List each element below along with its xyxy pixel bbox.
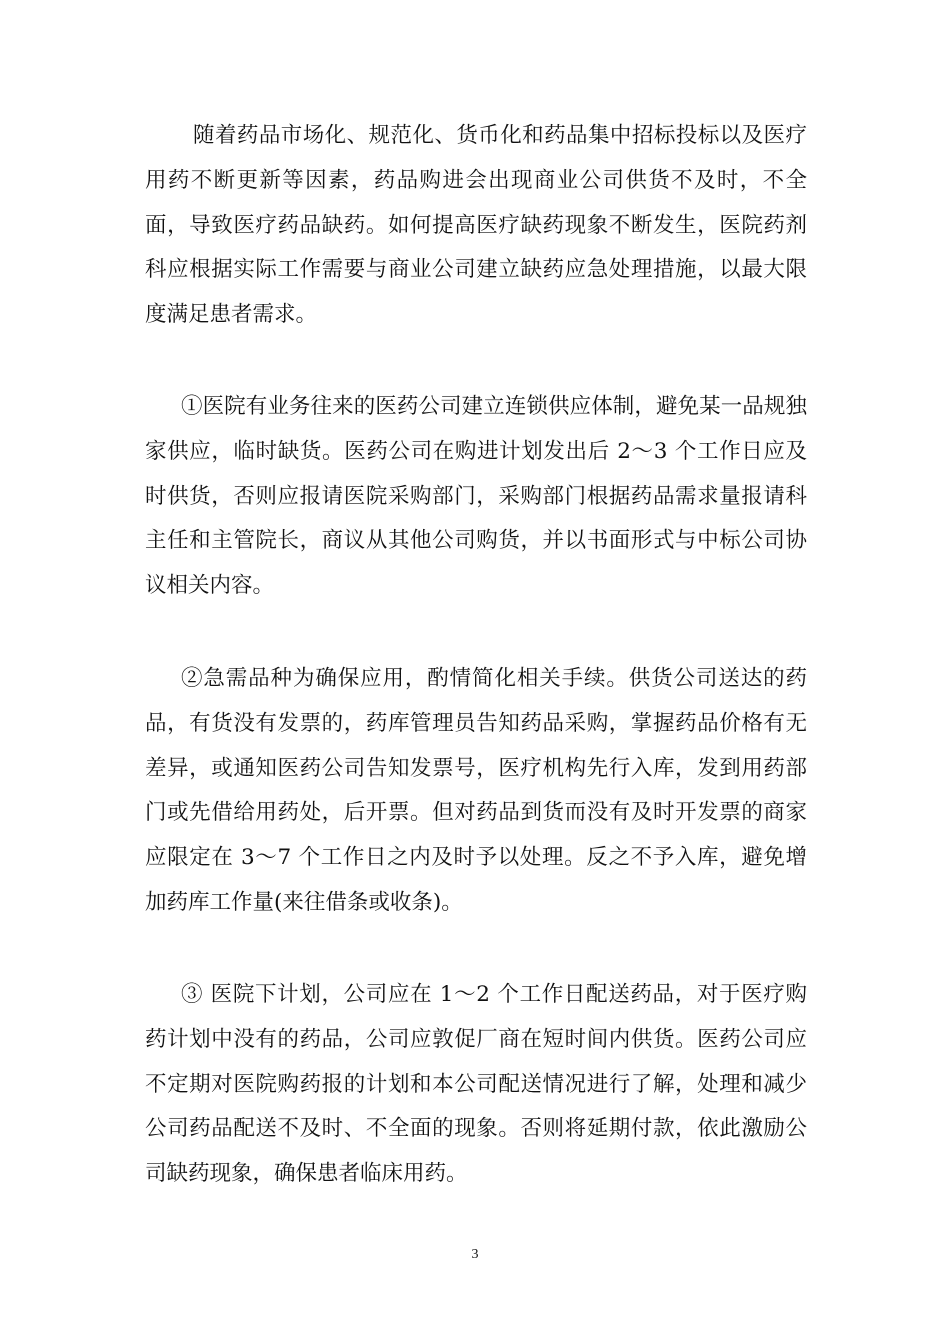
paragraph-item-3: ③ 医院下计划，公司应在 1～2 个工作日配送药品，对于医疗购药计划中没有的药品，公司应敦促厂商在短时间内供货。医药公司应不定期对医院购药报的计划和本公司配送情况进行了解，处理和减少公司药品配送不及时、不全面的现象。否则将延期付款，依此激励公司缺药现象，确保患者临床用药。	[145, 982, 807, 1187]
paragraph-item-2: ②急需品种为确保应用，酌情简化相关手续。供货公司送达的药品，有货没有发票的，药库管理员告知药品采购，掌握药品价格有无差异，或通知医药公司告知发票号，医疗机构先行入库，发到用药部门或先借给用药处，后开票。但对药品到货而没有及时开发票的商家应限定在 3～7 个工作日之内及时予以处理。反之不予入库，避免增加药库工作量(来往借条或收条)。	[145, 666, 807, 915]
paragraph-item-1: ①医院有业务往来的医药公司建立连锁供应体制，避免某一品规独家供应，临时缺货。医药公司在购进计划发出后 2～3 个工作日应及时供货，否则应报请医院采购部门，采购部门根据药品需求量报请科主任和主管院长，商议从其他公司购货，并以书面形式与中标公司协议相关内容。	[145, 394, 807, 599]
page-number: 3	[471, 1247, 479, 1262]
paragraph-intro: 随着药品市场化、规范化、货币化和药品集中招标投标以及医疗用药不断更新等因素，药品购进会出现商业公司供货不及时，不全面，导致医疗药品缺药。如何提高医疗缺药现象不断发生，医院药剂科应根据实际工作需要与商业公司建立缺药应急处理措施，以最大限度满足患者需求。	[145, 123, 807, 328]
